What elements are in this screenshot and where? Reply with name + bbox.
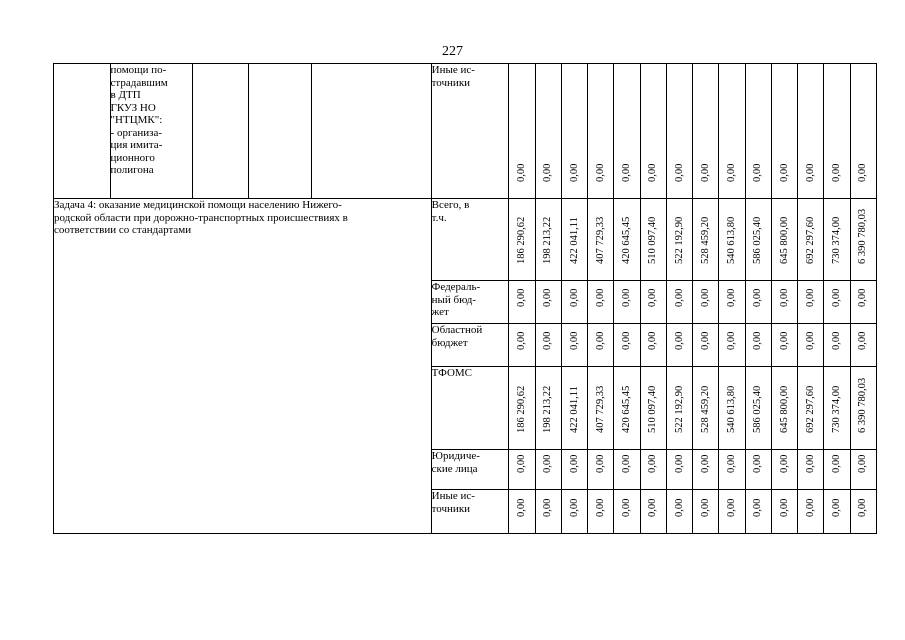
value-cell: 0,00 [561, 281, 587, 324]
value-cell: 0,00 [588, 64, 614, 199]
value-cell: 0,00 [719, 490, 745, 534]
top-row [54, 64, 877, 199]
value-cell: 0,00 [561, 450, 587, 490]
value-cell: 420 645,45 [614, 199, 640, 281]
value-cell: 0,00 [614, 450, 640, 490]
value-cell: 0,00 [850, 490, 876, 534]
text-line: ские лица [431, 462, 478, 475]
value-cell: 0,00 [588, 490, 614, 534]
value-cell: 407 729,33 [588, 199, 614, 281]
funding-source-label [431, 490, 509, 534]
value-cell: 0,00 [745, 324, 771, 367]
text-line: т.ч. [431, 211, 447, 224]
value-cell: 0,00 [561, 324, 587, 367]
value-cell: 528 459,20 [693, 367, 719, 450]
value-cell: 6 390 780,03 [850, 199, 876, 281]
text-line: точники [431, 502, 471, 515]
text-line: Иные ис- [431, 490, 475, 502]
program-funding-table [53, 63, 877, 534]
value-cell: 0,00 [640, 324, 666, 367]
value-cell: 0,00 [509, 490, 535, 534]
value-cell: 0,00 [798, 281, 824, 324]
value-cell: 0,00 [640, 490, 666, 534]
value-cell: 0,00 [588, 281, 614, 324]
value-cell: 0,00 [693, 64, 719, 199]
funding-source-label [431, 281, 509, 324]
value-cell: 0,00 [509, 324, 535, 367]
value-cell: 6 390 780,03 [850, 367, 876, 450]
value-cell: 0,00 [561, 64, 587, 199]
value-cell: 540 613,80 [719, 367, 745, 450]
value-cell: 420 645,45 [614, 367, 640, 450]
value-cell: 0,00 [509, 64, 535, 199]
value-cell: 0,00 [666, 281, 692, 324]
task4-row [54, 199, 877, 281]
value-cell: 0,00 [850, 324, 876, 367]
value-cell: 0,00 [771, 450, 797, 490]
value-cell: 0,00 [561, 490, 587, 534]
empty-cell [193, 64, 249, 199]
value-cell: 0,00 [798, 450, 824, 490]
value-cell: 0,00 [693, 281, 719, 324]
funding-source-label [431, 64, 509, 199]
value-cell: 0,00 [535, 450, 561, 490]
text-line: Юридиче- [431, 450, 480, 462]
value-cell: 522 192,90 [666, 367, 692, 450]
text-line: Всего, в [431, 199, 470, 211]
value-cell: 0,00 [771, 490, 797, 534]
value-cell: 0,00 [824, 281, 850, 324]
value-cell: 422 041,11 [561, 367, 587, 450]
value-cell: 0,00 [666, 490, 692, 534]
text-line: - организа- [110, 126, 163, 139]
value-cell: 198 213,22 [535, 367, 561, 450]
value-cell: 0,00 [771, 64, 797, 199]
value-cell: 0,00 [588, 450, 614, 490]
text-line: ГКУЗ НО [110, 101, 156, 114]
value-cell: 0,00 [798, 324, 824, 367]
value-cell: 0,00 [666, 64, 692, 199]
value-cell: 0,00 [771, 281, 797, 324]
value-cell: 0,00 [719, 281, 745, 324]
value-cell: 0,00 [614, 64, 640, 199]
text-line: полигона [110, 164, 154, 176]
text-line: бюджет [431, 336, 468, 349]
value-cell: 0,00 [509, 281, 535, 324]
value-cell: 0,00 [640, 450, 666, 490]
text-line: помощи по- [110, 64, 167, 76]
value-cell: 645 800,00 [771, 199, 797, 281]
value-cell: 0,00 [640, 64, 666, 199]
value-cell: 0,00 [614, 490, 640, 534]
value-cell: 198 213,22 [535, 199, 561, 281]
value-cell: 0,00 [640, 281, 666, 324]
value-cell: 645 800,00 [771, 367, 797, 450]
value-cell: 510 097,40 [640, 367, 666, 450]
text-line: ТФОМС [431, 367, 473, 379]
value-cell: 522 192,90 [666, 199, 692, 281]
text-line: Областной [431, 324, 483, 336]
text-line: жет [431, 306, 449, 318]
value-cell: 0,00 [771, 324, 797, 367]
value-cell: 0,00 [719, 324, 745, 367]
text-line: Иные ис- [431, 64, 475, 76]
value-cell: 0,00 [824, 490, 850, 534]
value-cell: 528 459,20 [693, 199, 719, 281]
value-cell: 0,00 [509, 450, 535, 490]
value-cell: 586 025,40 [745, 367, 771, 450]
value-cell: 0,00 [693, 490, 719, 534]
value-cell: 0,00 [666, 450, 692, 490]
text-line: Федераль- [431, 281, 481, 293]
value-cell: 692 297,60 [798, 199, 824, 281]
funding-source-label [431, 199, 509, 281]
value-cell: 186 290,62 [509, 199, 535, 281]
text-line: в ДТП [110, 89, 141, 101]
value-cell: 0,00 [798, 64, 824, 199]
funding-source-label [431, 450, 509, 490]
value-cell: 0,00 [535, 64, 561, 199]
text-line: ция имита- [110, 139, 163, 151]
value-cell: 0,00 [719, 450, 745, 490]
value-cell: 0,00 [745, 450, 771, 490]
value-cell: 0,00 [850, 450, 876, 490]
value-cell: 0,00 [745, 64, 771, 199]
value-cell: 0,00 [693, 324, 719, 367]
value-cell: 730 374,00 [824, 199, 850, 281]
value-cell: 0,00 [614, 324, 640, 367]
text-line: ционного [110, 151, 155, 164]
value-cell: 0,00 [666, 324, 692, 367]
empty-cell [54, 64, 111, 199]
value-cell: 510 097,40 [640, 199, 666, 281]
page-number: 227 [442, 44, 463, 59]
task-title [54, 199, 432, 534]
value-cell: 0,00 [535, 281, 561, 324]
value-cell: 0,00 [824, 450, 850, 490]
empty-cell [312, 64, 431, 199]
value-cell: 0,00 [745, 490, 771, 534]
value-cell: 0,00 [588, 324, 614, 367]
value-cell: 0,00 [614, 281, 640, 324]
value-cell: 0,00 [850, 281, 876, 324]
value-cell: 0,00 [719, 64, 745, 199]
value-cell: 0,00 [535, 324, 561, 367]
measure-description [110, 64, 193, 199]
text-line: "НТЦМК": [110, 114, 163, 126]
value-cell: 586 025,40 [745, 199, 771, 281]
funding-source-label [431, 324, 509, 367]
empty-cell [248, 64, 312, 199]
value-cell: 422 041,11 [561, 199, 587, 281]
value-cell: 0,00 [535, 490, 561, 534]
text-line: соответствии со стандартами [54, 224, 192, 236]
value-cell: 0,00 [824, 64, 850, 199]
value-cell: 0,00 [693, 450, 719, 490]
text-line: родской области при дорожно-транспортных происшествиях в [54, 211, 348, 224]
value-cell: 186 290,62 [509, 367, 535, 450]
funding-source-label [431, 367, 509, 450]
value-cell: 692 297,60 [798, 367, 824, 450]
value-cell: 0,00 [798, 490, 824, 534]
value-cell: 0,00 [745, 281, 771, 324]
text-line: Задача 4: оказание медицинской помощи населению Нижего- [54, 199, 342, 211]
value-cell: 0,00 [850, 64, 876, 199]
text-line: страдавшим [110, 76, 168, 89]
value-cell: 730 374,00 [824, 367, 850, 450]
value-cell: 407 729,33 [588, 367, 614, 450]
text-line: точники [431, 76, 471, 89]
text-line: ный бюд- [431, 293, 477, 306]
value-cell: 0,00 [824, 324, 850, 367]
value-cell: 540 613,80 [719, 199, 745, 281]
